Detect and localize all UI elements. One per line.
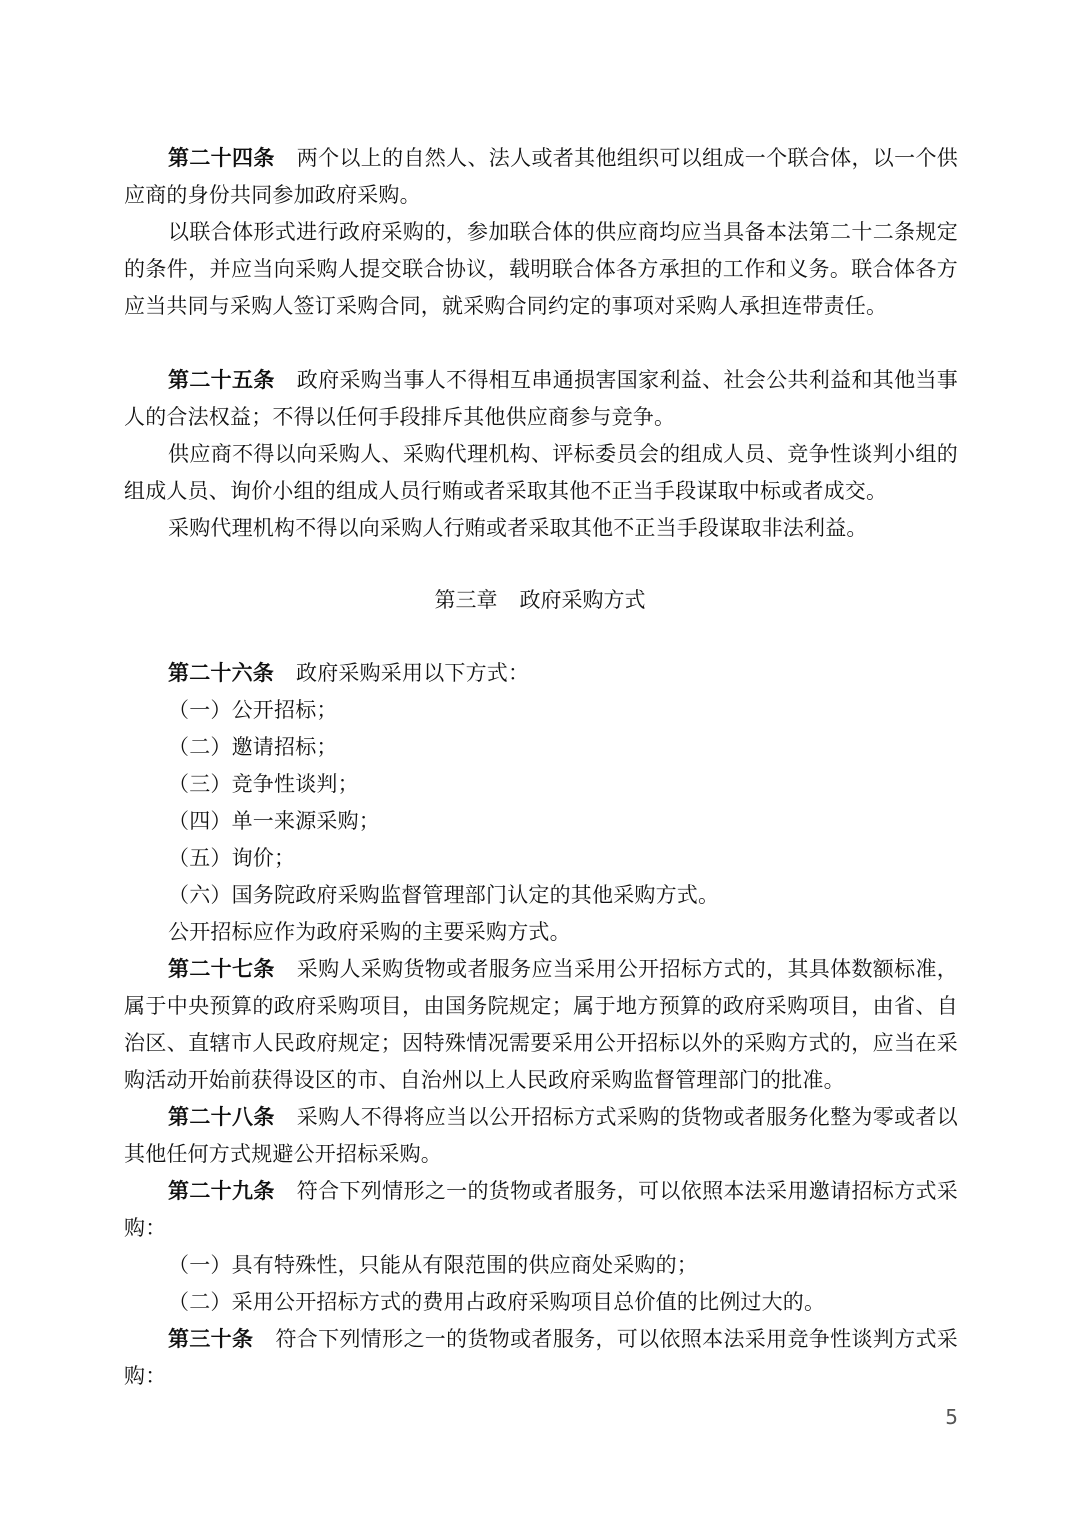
- list-item: （一）公开招标；: [168, 698, 338, 722]
- article-25-paragraph-2: 供应商不得以向采购人、采购代理机构、评标委员会的组成人员、竞争性谈判小组的组成人员、询价小组的组成人员行贿或者采取其他不正当手段谋取中标或者成交。: [124, 442, 958, 503]
- article-26: [124, 655, 958, 692]
- article-label: 第二十四条: [168, 146, 275, 170]
- page-number: 5: [945, 1405, 958, 1429]
- article-25-paragraph-3: 采购代理机构不得以向采购人行贿或者采取其他不正当手段谋取非法利益。: [168, 516, 868, 540]
- article-text: 符合下列情形之一的货物或者服务，可以依照本法采用邀请招标方式采购：: [124, 1179, 958, 1240]
- list-item: （二）采用公开招标方式的费用占政府采购项目总价值的比例过大的。: [168, 1290, 826, 1314]
- article-text: 符合下列情形之一的货物或者服务，可以依照本法采用竞争性谈判方式采购：: [124, 1327, 958, 1388]
- list-item: （四）单一来源采购；: [168, 809, 380, 833]
- article-28: [124, 1099, 958, 1173]
- article-27: [124, 951, 958, 1099]
- article-label: 第二十六条: [168, 661, 274, 685]
- list-item: （一）具有特殊性，只能从有限范围的供应商处采购的；: [168, 1253, 698, 1277]
- chapter-title: 政府采购方式: [519, 588, 646, 612]
- article-text: 两个以上的自然人、法人或者其他组织可以组成一个联合体，以一个供应商的身份共同参加政府采购。: [124, 146, 958, 207]
- article-text: 采购人不得将应当以公开招标方式采购的货物或者服务化整为零或者以其他任何方式规避公开招标采购。: [124, 1105, 958, 1166]
- list-item: （六）国务院政府采购监督管理部门认定的其他采购方式。: [168, 883, 720, 907]
- article-label: 第二十八条: [168, 1105, 275, 1129]
- list-item: （二）邀请招标；: [168, 735, 338, 759]
- article-label: 第二十五条: [168, 368, 275, 392]
- article-25: [124, 362, 958, 436]
- chapter-number: 第三章: [434, 588, 498, 612]
- article-label: 第二十七条: [168, 957, 275, 981]
- article-24-paragraph-2: 以联合体形式进行政府采购的，参加联合体的供应商均应当具备本法第二十二条规定的条件，并应当向采购人提交联合协议，载明联合体各方承担的工作和义务。联合体各方应当共同与采购人签订采购合同，就采购合同约定的事项对采购人承担连带责任。: [124, 220, 958, 318]
- article-text: 政府采购采用以下方式：: [296, 661, 530, 685]
- list-item: （三）竞争性谈判；: [168, 772, 359, 796]
- article-29: [124, 1173, 958, 1247]
- article-text: 采购人采购货物或者服务应当采用公开招标方式的，其具体数额标准，属于中央预算的政府采购项目，由国务院规定；属于地方预算的政府采购项目，由省、自治区、直辖市人民政府规定；因特殊情况需要采用公开招标以外的采购方式的，应当在采购活动开始前获得设区的市、自治州以上人民政府采购监督管理部门的批准。: [124, 957, 958, 1092]
- article-26-paragraph-2: 公开招标应作为政府采购的主要采购方式。: [168, 920, 571, 944]
- article-30: [124, 1321, 958, 1395]
- article-24: [124, 140, 958, 214]
- article-label: 第二十九条: [168, 1179, 275, 1203]
- article-text: 政府采购当事人不得相互串通损害国家利益、社会公共利益和其他当事人的合法权益；不得以任何手段排斥其他供应商参与竞争。: [124, 368, 958, 429]
- article-label: 第三十条: [168, 1327, 254, 1351]
- list-item: （五）询价；: [168, 846, 296, 870]
- chapter-heading: [0, 582, 1080, 619]
